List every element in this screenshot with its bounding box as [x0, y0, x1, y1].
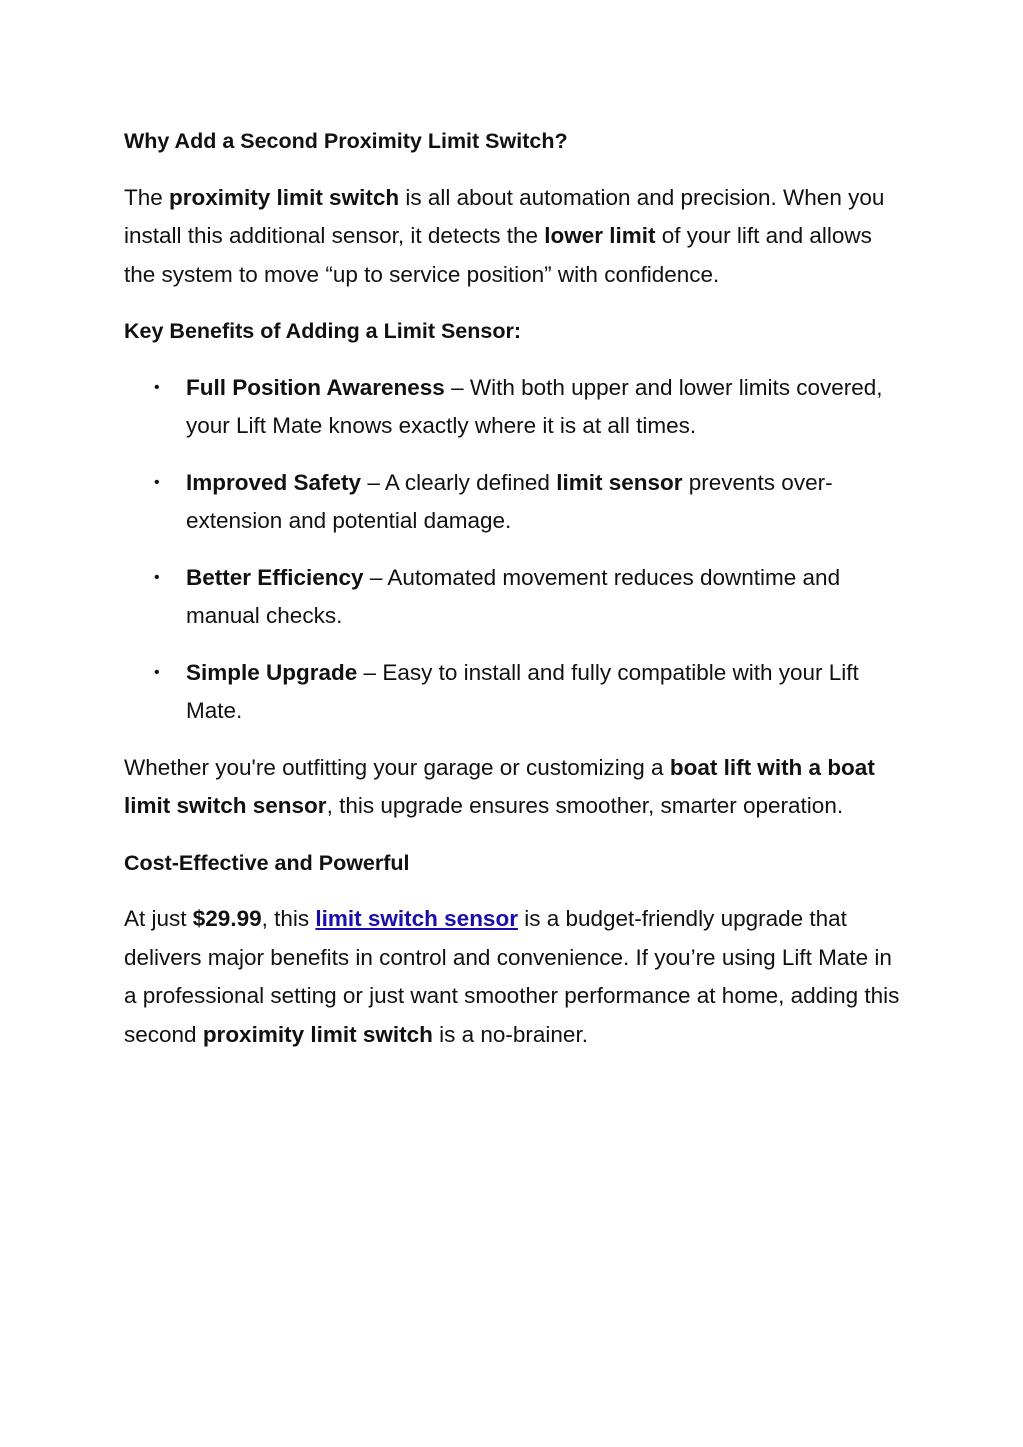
- intro-paragraph: [124, 179, 904, 295]
- cost-text-3: is a budget-friendly upgrade that delivers major benefits in control and convenience. If you’re using Lift Mate in a professional setting or just want smoother performance at home, adding this second: [124, 906, 900, 1047]
- benefit-item-simple-upgrade: [124, 654, 904, 731]
- benefit-text: – With both upper and lower limits covered, your Lift Mate knows exactly where it is at all times.: [186, 374, 883, 438]
- cost-text-4: is a no-brainer.: [432, 1021, 588, 1047]
- benefit-title: Improved Safety: [186, 469, 362, 495]
- benefit-item-improved-safety: [124, 464, 904, 541]
- intro-bold-2: lower limit: [544, 223, 656, 248]
- bullet-icon: •: [154, 663, 160, 681]
- benefits-list: [124, 369, 904, 731]
- section-heading-cost: Cost-Effective and Powerful: [124, 850, 410, 875]
- bullet-icon: •: [154, 568, 160, 586]
- closing-text-2: , this upgrade ensures smoother, smarter operation.: [326, 793, 844, 818]
- bullet-icon: •: [154, 473, 160, 491]
- price-value: $29.99: [192, 906, 262, 931]
- intro-text-3: of your lift and allows the system to move “up to service position” with confidence.: [124, 223, 872, 287]
- closing-paragraph: [124, 749, 904, 826]
- limit-switch-sensor-link[interactable]: limit switch sensor: [315, 906, 518, 931]
- benefit-text: – Easy to install and fully compatible with your Lift Mate.: [186, 659, 859, 723]
- benefit-text: – Automated movement reduces downtime and manual checks.: [186, 564, 841, 628]
- benefit-title: Full Position Awareness: [186, 374, 445, 400]
- document-page: [124, 122, 904, 1072]
- intro-text-1: The: [124, 184, 170, 210]
- benefit-text-2: prevents over-extension and potential damage.: [186, 469, 833, 533]
- cost-paragraph: [124, 900, 904, 1054]
- intro-text-2: is all about automation and precision. When you install this additional sensor, it detects the: [124, 184, 885, 248]
- intro-bold-1: proximity limit switch: [169, 184, 400, 210]
- closing-bold: boat lift with a boat limit switch sensor: [124, 754, 875, 818]
- benefit-item-better-efficiency: [124, 559, 904, 636]
- benefit-title: Better Efficiency: [186, 564, 364, 590]
- cost-text-1: At just: [124, 906, 193, 931]
- bullet-icon: •: [154, 378, 160, 396]
- benefit-item-position-awareness: [124, 369, 904, 446]
- section-heading-benefits: Key Benefits of Adding a Limit Sensor:: [124, 319, 521, 343]
- cost-text-2: , this: [261, 906, 316, 931]
- benefit-title: Simple Upgrade: [186, 659, 358, 685]
- closing-text-1: Whether you're outfitting your garage or customizing a: [124, 754, 670, 780]
- benefit-text: – A clearly defined: [361, 469, 557, 495]
- cost-bold: proximity limit switch: [202, 1021, 433, 1047]
- section-heading-why: Why Add a Second Proximity Limit Switch?: [124, 129, 568, 153]
- benefit-bold-term: limit sensor: [556, 469, 683, 495]
